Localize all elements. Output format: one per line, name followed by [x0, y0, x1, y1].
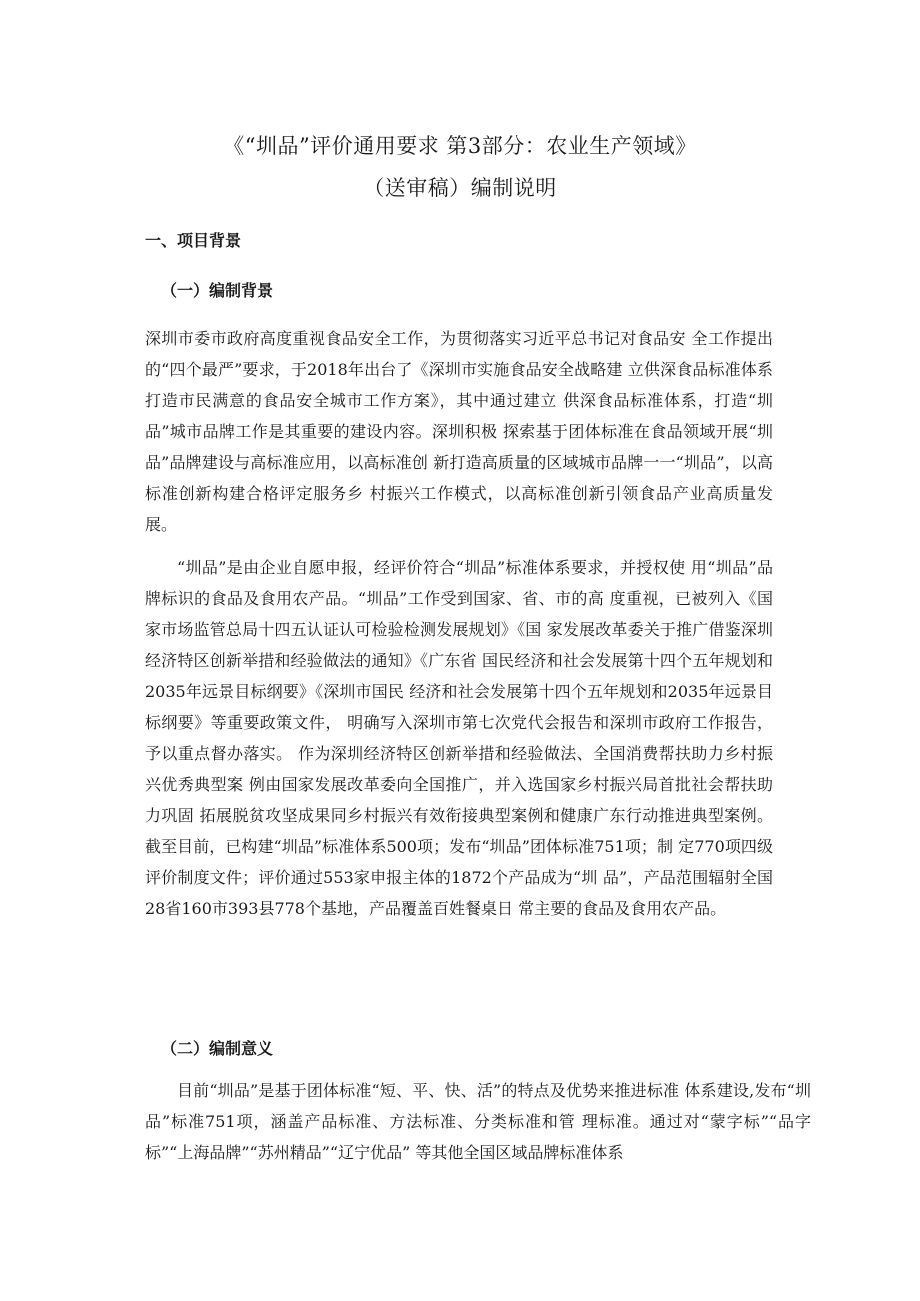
paragraph-significance-1: 目前“圳品”是基于团体标准“短、平、快、活”的特点及优势来推进标准 体系建设,发布“圳品”标准751项，涵盖产品标准、方法标准、分类标准和管 理标准。通过对“蒙字标”“品字标”“上海品牌”“苏州精品”“辽宁优品” 等其他全国区域品牌标准体系 — [145, 1081, 811, 1162]
paragraph-background-2: “圳品”是由企业自愿申报，经评价符合“圳品”标准体系要求，并授权使 用“圳品”品牌标识的食品及食用农产品。“圳品”工作受到国家、省、市的高 度重视，已被列入《国家市场监管总局十四五认证认可检验检测发展规划》《国 家发展改革委关于推广借鉴深圳经济特区创新举措和经验做法的通知》《广东省 国民经济和社会发展第十四个五年规划和2035年远景目标纲要》《深圳市国民 经济和社会发展第十四个五年规划和2035年远景目标纲要》等重要政策文件， 明确写入深圳市第七次党代会报告和深圳市政府工作报告，予以重点督办落实。 作为深圳经济特区创新举措和经验做法、全国消费帮扶助力乡村振兴优秀典型案 例由国家发展改革委向全国推广，并入选国家乡村振兴局首批社会帮扶助力巩固 拓展脱贫攻坚成果同乡村振兴有效衔接典型案例和健康广东行动推进典型案例。 截至目前，已构建“圳品”标准体系500项；发布“圳品”团体标准751项；制 定770项四级评价制度文件；评价通过553家申报主体的1872个产品成为“圳 品”，产品范围辐射全国28省160市393县778个基地，产品覆盖百姓餐桌日 常主要的食品及食用农产品。 — [145, 558, 773, 918]
paragraph-background-1: 深圳市委市政府高度重视食品安全工作，为贯彻落实习近平总书记对食品安 全工作提出的“四个最严”要求，于2018年出台了《深圳市实施食品安全战略建 立供深食品标准体系 打造市民满意的食品安全城市工作方案》，其中通过建立 供深食品标准体系，打造“圳品”城市品牌工作是其重要的建设内容。深圳积极 探索基于团体标准在食品领域开展“圳品”品牌建设与高标准应用，以高标准创 新打造高质量的区域城市品牌一一“圳品”，以高标准创新构建合格评定服务乡 村振兴工作模式，以高标准创新引领食品产业高质量发展。 — [145, 329, 773, 534]
subsection-heading-compilation-background: （一）编制背景 — [161, 281, 274, 300]
document-subtitle: （送审稿）编制说明 — [363, 176, 557, 200]
section-heading-background: 一、项目背景 — [145, 231, 242, 250]
subsection-heading-compilation-significance: （二）编制意义 — [161, 1039, 274, 1058]
document-title: 《“圳品”评价通用要求 第3部分：农业生产领域》 — [223, 134, 697, 158]
